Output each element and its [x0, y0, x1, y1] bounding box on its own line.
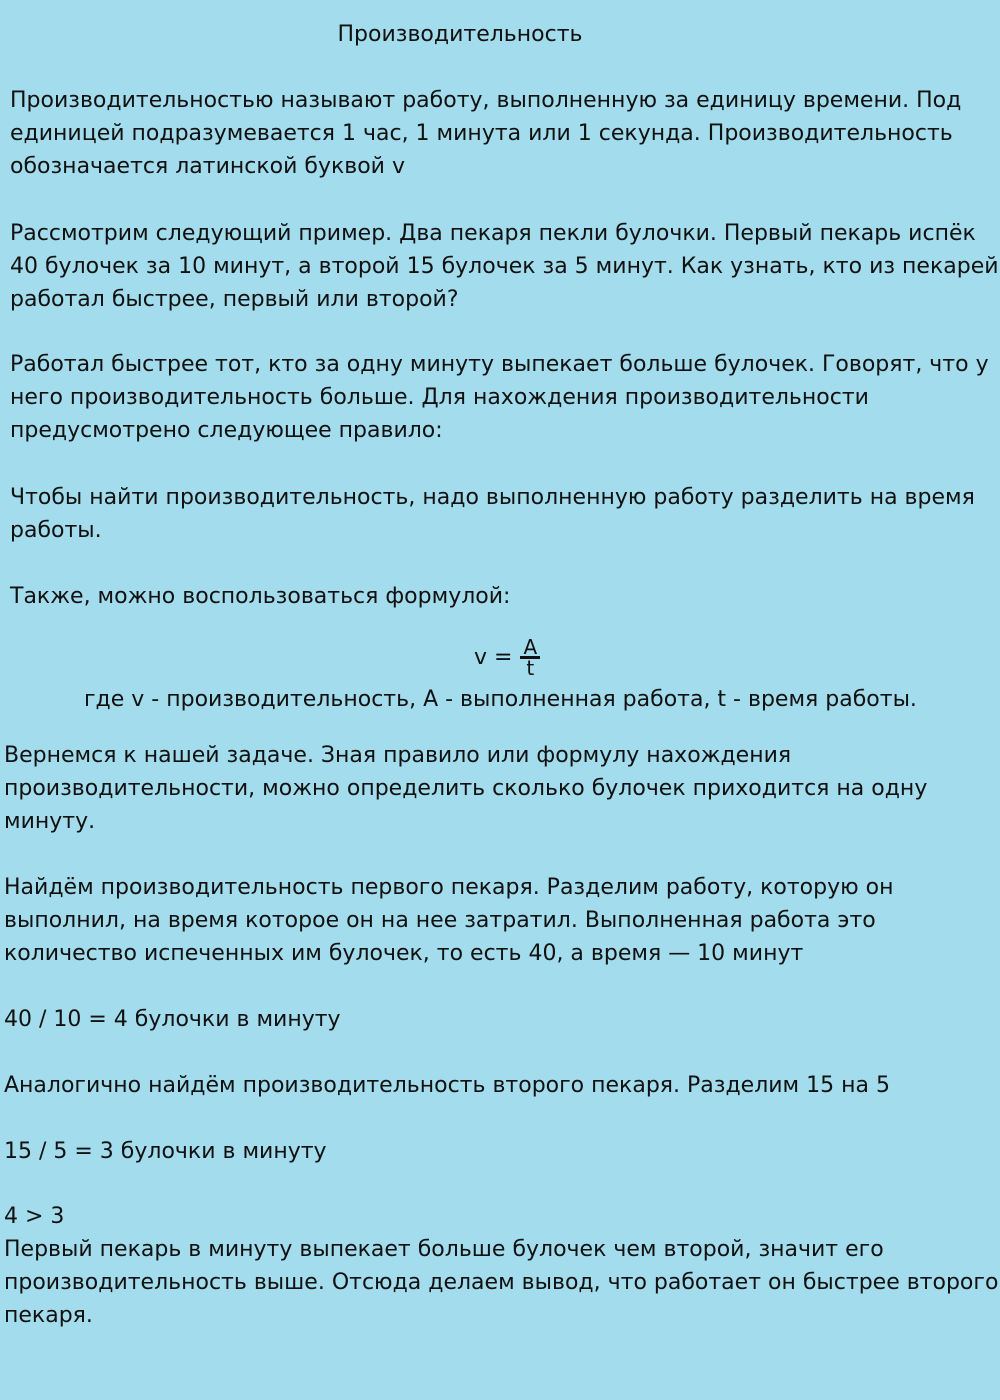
text-line: Вернемся к нашей задаче. Зная правило или формулу нахождения: [4, 743, 792, 768]
text-line: единицей подразумевается 1 час, 1 минута или 1 секунда. Производительность: [10, 121, 953, 146]
text-line: него производительность больше. Для нахождения производительности: [10, 385, 869, 410]
formula-denominator: t: [526, 655, 535, 680]
paragraph-explanation: [10, 348, 990, 447]
text-line: 4 > 3: [4, 1204, 65, 1229]
paragraph-return-to-task: [4, 739, 984, 838]
page-title: Производительность: [337, 22, 583, 47]
text-line: Производительностью называют работу, выполненную за единицу времени. Под: [10, 88, 962, 113]
paragraph-first-baker: [4, 871, 984, 970]
calculation-first-baker: [4, 1003, 984, 1036]
text-line: Также, можно воспользоваться формулой:: [10, 584, 511, 609]
text-line: производительность выше. Отсюда делаем вывод, что работает он быстрее второго: [4, 1270, 999, 1295]
text-line: Первый пекарь в минуту выпекает больше булочек чем второй, значит его: [4, 1237, 884, 1262]
paragraph-second-baker: [4, 1069, 984, 1102]
text-line: производительности, можно определить сколько булочек приходится на одну: [4, 776, 928, 801]
text-line: Чтобы найти производительность, надо выполненную работу разделить на время: [10, 485, 975, 510]
text-line: работы.: [10, 518, 102, 543]
paragraph-rule: [10, 481, 990, 547]
text-line: количество испеченных им булочек, то есть 40, а время — 10 минут: [4, 941, 804, 966]
formula-numerator: A: [520, 638, 540, 659]
text-line: пекаря.: [4, 1303, 93, 1328]
text-line: работал быстрее, первый или второй?: [10, 287, 459, 312]
text-line: обозначается латинской буквой v: [10, 154, 405, 179]
text-line: Аналогично найдём производительность второго пекаря. Разделим 15 на 5: [4, 1073, 890, 1098]
text-line: предусмотрено следующее правило:: [10, 418, 443, 443]
comparison: [4, 1200, 984, 1233]
productivity-formula: [474, 634, 540, 680]
formula-fraction: [520, 634, 540, 680]
paragraph-definition: [10, 84, 990, 183]
formula-lhs: v =: [474, 644, 513, 670]
text-line: Рассмотрим следующий пример. Два пекаря пекли булочки. Первый пекарь испёк: [10, 221, 976, 246]
text-line: 40 булочек за 10 минут, а второй 15 булочек за 5 минут. Как узнать, кто из пекарей: [10, 254, 999, 279]
text-line: Найдём производительность первого пекаря. Разделим работу, которую он: [4, 875, 894, 900]
paragraph-formula-intro: [10, 580, 990, 613]
paragraph-example: [10, 217, 999, 316]
calculation-second-baker: [4, 1135, 984, 1168]
text-line: 15 / 5 = 3 булочки в минуту: [4, 1139, 327, 1164]
text-line: минуту.: [4, 809, 96, 834]
paragraph-conclusion: [4, 1233, 999, 1332]
text-line: Работал быстрее тот, кто за одну минуту выпекает больше булочек. Говорят, что у: [10, 352, 989, 377]
formula-legend: где v - производительность, A - выполненная работа, t - время работы.: [84, 687, 917, 712]
text-line: 40 / 10 = 4 булочки в минуту: [4, 1007, 341, 1032]
text-line: выполнил, на время которое он на нее затратил. Выполненная работа это: [4, 908, 876, 933]
